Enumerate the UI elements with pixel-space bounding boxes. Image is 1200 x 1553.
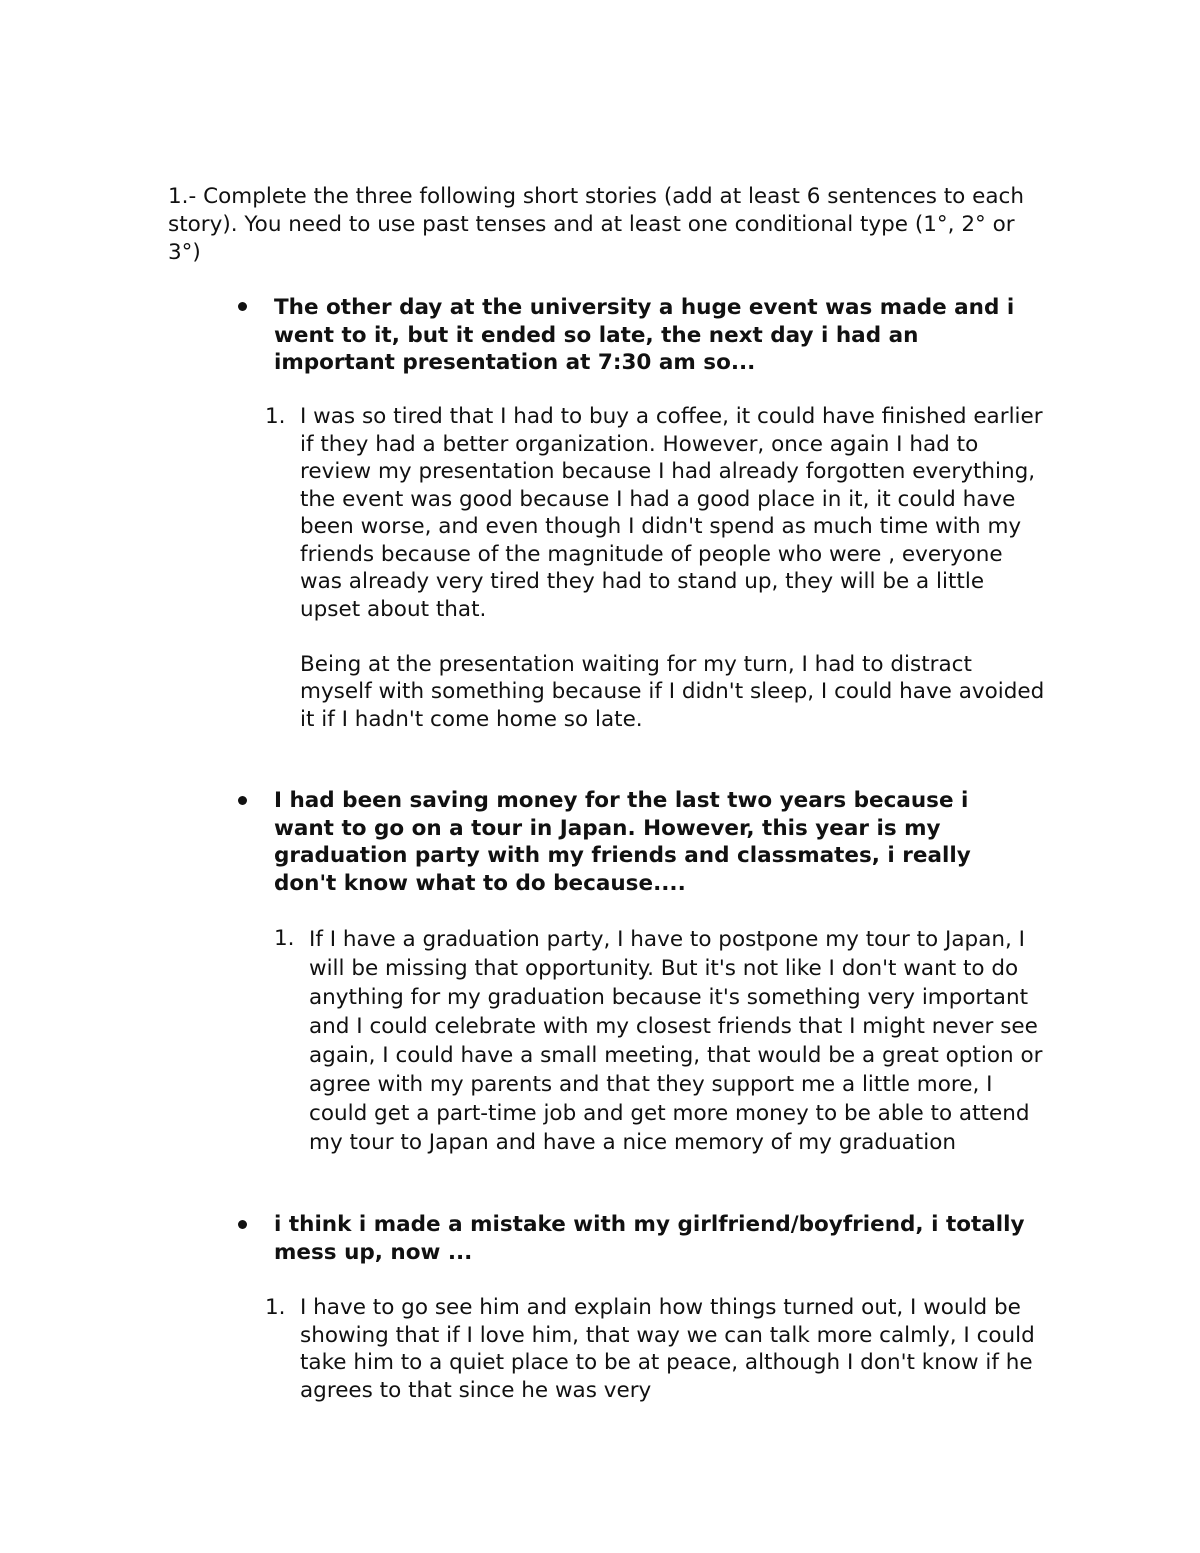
bullet-icon [238, 1220, 247, 1229]
list-number: 1. [265, 1295, 286, 1320]
answer-paragraph: Being at the presentation waiting for my turn, I had to distract myself with something because if I didn't sleep, I could have avoided it if I hadn't come home so late. [300, 651, 1045, 732]
story-answer [300, 1294, 1045, 1404]
story-prompt: i think i made a mistake with my girlfriend/boyfriend, i totally mess up, now ... [274, 1212, 1025, 1265]
story-answer [309, 925, 1054, 1157]
instructions-paragraph: 1.- Complete the three following short stories (add at least 6 sentences to each story). You need to use past tenses and at least one conditional type (1°, 2° or 3°) [168, 184, 1025, 265]
story-answer [300, 403, 1045, 733]
answer-paragraph: If I have a graduation party, I have to postpone my tour to Japan, I will be missing that opportunity. But it's not like I don't want to do anything for my graduation because it's something very important and I could celebrate with my closest friends that I might never see again, I could have a small meeting, that would be a great option or agree with my parents and that they support me a little more, I could get a part-time job and get more money to be able to attend my tour to Japan and have a nice memory of my graduation [309, 927, 1043, 1155]
bullet-icon [238, 796, 247, 805]
list-number: 1. [274, 926, 295, 951]
story-prompt: I had been saving money for the last two years because i want to go on a tour in Japan. However, this year is my graduation party with my friends and classmates, i really don't know what to do because.... [274, 788, 971, 896]
answer-paragraph: I was so tired that I had to buy a coffee, it could have finished earlier if they had a better organization. However, once again I had to review my presentation because I had already forgotten everything, the event was good because I had a good place in it, it could have been worse, and even though I didn't spend as much time with my friends because of the magnitude of people who were , everyone was already very tired they had to stand up, they will be a little upset about that. [300, 404, 1043, 622]
answer-paragraph: I have to go see him and explain how things turned out, I would be showing that if I love him, that way we can talk more calmly, I could take him to a quiet place to be at peace, although I don't know if he agrees to that since he was very [300, 1295, 1035, 1403]
story-prompt: The other day at the university a huge event was made and i went to it, but it ended so late, the next day i had an important presentation at 7:30 am so... [274, 295, 1015, 375]
bullet-icon [238, 302, 247, 311]
list-number: 1. [265, 404, 286, 429]
